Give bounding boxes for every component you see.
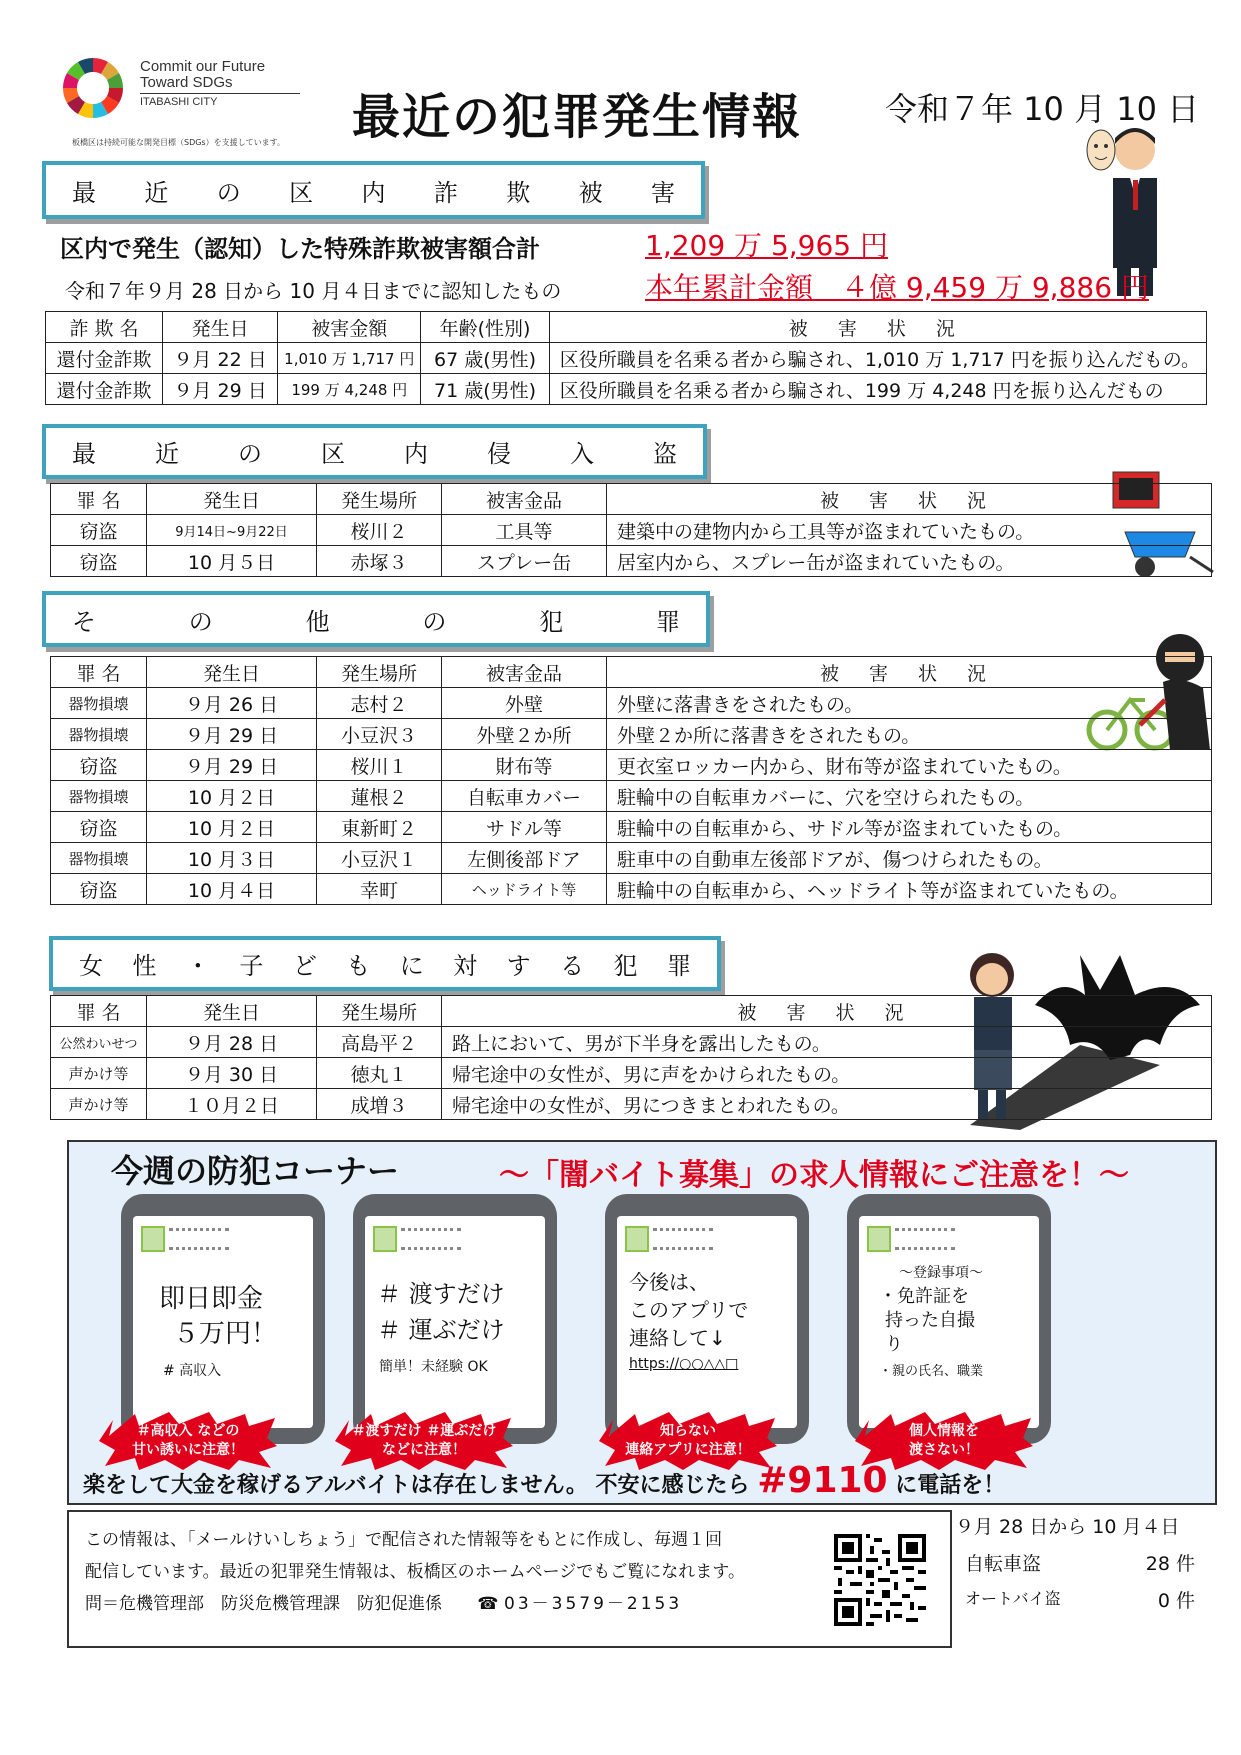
crime-cell: 器物損壊 [51,688,147,719]
date-cell: ９月 29 日 [163,374,278,405]
header-cell: 発生日 [147,484,317,515]
stats-panel [955,1512,1195,1613]
place-cell: 小豆沢１ [317,843,442,874]
header-cell: 被害金額 [278,312,421,343]
contact-phone[interactable]: 03－3579－2153 [504,1594,683,1614]
phone-icon: ☎ [477,1594,499,1614]
table-row [51,843,1212,874]
header-cell: 被 害 状 況 [607,657,1212,688]
heading-char: 女 [79,952,103,980]
avatar-icon [625,1226,649,1252]
heading-char: 罪 [655,607,680,636]
heading-char: 入 [570,440,594,468]
heading-char: ・ [185,952,210,980]
issue-date: 令和７年 10 月 10 日 [885,90,1200,128]
corner-subtitle: ～「闇バイト募集」の求人情報にご注意を！～ [499,1158,1129,1193]
header-cell: 発生日 [147,657,317,688]
phone-text-1: 今後は、 [629,1270,709,1294]
motorcycle-theft-label: オートバイ盗 [965,1589,1061,1608]
crime-cell: 器物損壊 [51,843,147,874]
page-title: 最近の犯罪発生情報 [352,89,803,145]
sdgs-logo [62,55,342,155]
stats-row-bike [955,1549,1195,1576]
heading-char: 侵 [487,440,511,468]
heading-char: 罪 [666,952,691,980]
detail-cell: 駐輪中の自転車から、ヘッドライト等が盗まれていたもの。 [607,874,1212,905]
place-cell: 幸町 [317,874,442,905]
warning-text-4a: 個人情報を [909,1423,979,1439]
corner-footer-end: に電話を！ [895,1473,1006,1498]
phone-text-3: 連絡して↓ [629,1326,726,1350]
phone-text-3: 持った自撮 [885,1310,975,1331]
table-header-row [46,312,1207,343]
date-cell: ９月 22 日 [163,343,278,374]
age-cell: 71 歳(男性) [421,374,549,405]
date-cell: 10 月５日 [147,546,317,577]
item-cell: 左側後部ドア [442,843,607,874]
section-burglary-header [42,424,707,479]
detail-cell: 駐車中の自動車左後部ドアが、傷つけられたもの。 [607,843,1212,874]
heading-char: に [399,952,424,980]
fraud-period: 令和７年９月 28 日から 10 月４日までに認知したもの [65,279,562,303]
crime-cell: 窃盗 [51,874,147,905]
warning-text-3a: 知らない [660,1423,716,1439]
heading-char: 害 [651,178,675,207]
header-cell: 発生場所 [317,996,442,1027]
phone-tag: 簡単！未経験 OK [379,1359,488,1375]
warning-text-2b: などに注意！ [382,1442,466,1458]
table-row [46,374,1207,405]
crime-cell: 窃盗 [51,546,147,577]
date-cell: 10 月４日 [147,874,317,905]
blurred-text-icon [401,1228,461,1250]
place-cell: 赤塚３ [317,546,442,577]
heading-char: 対 [453,952,478,980]
phone-tag: ・親の氏名、職業 [879,1364,984,1379]
place-cell: 成増３ [317,1089,442,1120]
crime-cell: 窃盗 [51,750,147,781]
table-row [51,812,1212,843]
warning-text-2a: ＃渡すだけ ＃運ぶだけ [351,1423,497,1439]
item-cell: ヘッドライト等 [442,874,607,905]
table-row [51,874,1212,905]
item-cell: 外壁 [442,688,607,719]
header-cell: 発生場所 [317,657,442,688]
women-children-table [50,995,1212,1120]
blurred-text-icon [895,1228,955,1250]
phone-screen [365,1216,545,1428]
logo-note: 板橋区は持続可能な開発目標（SDGs）を支援しています。 [72,138,285,147]
detail-cell: 外壁２か所に落書きをされたもの。 [607,719,1212,750]
header-cell: 被 害 状 況 [549,312,1206,343]
heading-char: 欺 [506,178,531,207]
heading-char: す [506,952,531,980]
fraud-amount: 1,209 万 5,965 円 [645,229,889,262]
header-cell: 年齢(性別) [421,312,549,343]
phone-card-1 [121,1194,325,1444]
qr-code-icon[interactable] [834,1534,926,1626]
stats-period: ９月 28 日から 10 月４日 [955,1516,1180,1538]
date-cell: ９月 30 日 [147,1058,317,1089]
table-row [51,1058,1212,1089]
phone-text-2: ５万円！ [173,1319,278,1349]
place-cell: 志村２ [317,688,442,719]
heading-char: の [238,440,262,468]
place-cell: 高島平２ [317,1027,442,1058]
hotline-number[interactable]: #9110 [757,1460,888,1501]
heading-char: 区 [321,440,345,468]
logo-line2: Toward SDGs [140,74,233,91]
heading-char: 子 [239,952,264,980]
heading-char: 犯 [613,952,638,980]
header-cell: 発生日 [163,312,278,343]
date-cell: 10 月３日 [147,843,317,874]
heading-char: 被 [578,178,603,207]
heading-char: 犯 [539,607,564,636]
crime-cell: 器物損壊 [51,781,147,812]
warning-text-3b: 連絡アプリに注意！ [625,1442,751,1458]
phone-tag: # 高収入 [163,1363,222,1379]
phone-card-2 [353,1194,557,1444]
header-cell: 被害金品 [442,484,607,515]
header-cell: 被 害 状 況 [607,484,1212,515]
table-row [51,781,1212,812]
place-cell: 桜川１ [317,750,442,781]
header-cell: 被 害 状 況 [442,996,1212,1027]
phone-text-1: 即日即金 [159,1284,264,1314]
heading-char: 内 [404,440,428,468]
heading-char: の [188,607,213,636]
crime-cell: 声かけ等 [51,1089,147,1120]
heading-char: の [216,178,241,207]
amount-cell: 1,010 万 1,717 円 [278,343,421,374]
detail-cell: 路上において、男が下半身を露出したもの。 [442,1027,1212,1058]
table-row [51,515,1212,546]
logo-line3: ITABASHI CITY [140,93,300,110]
place-cell: 小豆沢３ [317,719,442,750]
burglary-table [50,483,1212,577]
phone-screen [133,1216,313,1428]
item-cell: 財布等 [442,750,607,781]
bike-theft-label: 自転車盗 [965,1553,1042,1575]
detail-cell: 帰宅途中の女性が、男につきまとわれたもの。 [442,1089,1212,1120]
info-box [67,1510,952,1648]
date-cell: ９月 29 日 [147,719,317,750]
blurred-text-icon [653,1228,713,1250]
avatar-icon [141,1226,165,1252]
info-contact [85,1588,934,1620]
phone-screen [859,1216,1039,1428]
section-fraud-header [42,161,705,219]
motorcycle-theft-count: 0 件 [1157,1590,1195,1612]
place-cell: 蓮根２ [317,781,442,812]
date-cell: 9月14日~9月22日 [147,515,317,546]
date-cell: ９月 29 日 [147,750,317,781]
header-cell: 被害金品 [442,657,607,688]
heading-char: そ [72,607,96,636]
item-cell: 外壁２か所 [442,719,607,750]
contact-department: 問＝危機管理部 防災危機管理課 防犯促進係 [85,1594,442,1614]
fraud-headline: 区内で発生（認知）した特殊詐欺被害額合計 [60,235,540,263]
table-row [51,1089,1212,1120]
date-cell: 10 月２日 [147,781,317,812]
detail-cell: 帰宅途中の女性が、男に声をかけられたもの。 [442,1058,1212,1089]
date-cell: 10 月２日 [147,812,317,843]
phone-text-2: ・免許証を [879,1286,969,1307]
heading-char: 区 [289,178,314,207]
phone-card-4 [847,1194,1051,1444]
heading-char: 最 [72,178,96,207]
fraud-ytd: 本年累計金額 ４億 9,459 万 9,886 円 [645,271,1149,304]
info-line1: この情報は、「メールけいしちょう」で配信された情報等をもとに作成し、毎週１回 [85,1530,723,1550]
detail-cell: 駐輪中の自転車から、サドル等が盗まれていたもの。 [607,812,1212,843]
heading-char: る [560,952,585,980]
detail-cell: 居室内から、スプレー缶が盗まれていたもの。 [607,546,1212,577]
warning-text-1b: 甘い誘いに注意！ [132,1442,244,1458]
crime-cell: 窃盗 [51,515,147,546]
logo-line1: Commit our Future [140,58,266,75]
crime-cell: 公然わいせつ [51,1027,147,1058]
phone-text-2: このアプリで [629,1298,749,1322]
table-row [51,719,1212,750]
detail-cell: 区役所職員を名乗る者から騙され、199 万 4,248 円を振り込んだもの [549,374,1206,405]
table-header-row [51,996,1212,1027]
heading-char: も [346,952,371,980]
phone-card-3 [605,1194,809,1444]
date-cell: ９月 26 日 [147,688,317,719]
heading-char: 他 [305,607,330,636]
phone-link[interactable]: https://○○△△□ [629,1356,739,1372]
phone-text-1: ＃ 渡すだけ [377,1280,505,1308]
phone-text-4: り [885,1334,903,1355]
amount-cell: 199 万 4,248 円 [278,374,421,405]
blurred-text-icon [169,1228,229,1250]
detail-cell: 駐輪中の自転車カバーに、穴を空けられたもの。 [607,781,1212,812]
detail-cell: 更衣室ロッカー内から、財布等が盗まれていたもの。 [607,750,1212,781]
crime-cell: 窃盗 [51,812,147,843]
date-cell: ９月 28 日 [147,1027,317,1058]
crime-cell: 器物損壊 [51,719,147,750]
item-cell: スプレー缶 [442,546,607,577]
table-header-row [51,657,1212,688]
info-line2: 配信しています。最近の犯罪発生情報は、板橋区のホームページでもご覧になれます。 [85,1562,745,1582]
section-other-header [42,591,710,647]
avatar-icon [373,1226,397,1252]
table-row [51,546,1212,577]
heading-char: 詐 [433,178,458,207]
heading-char: 最 [72,440,96,468]
age-cell: 67 歳(男性) [421,343,549,374]
table-row [51,688,1212,719]
avatar-icon [867,1226,891,1252]
header-cell: 発生場所 [317,484,442,515]
other-crimes-table [50,656,1212,905]
item-cell: 工具等 [442,515,607,546]
place-cell: 東新町２ [317,812,442,843]
crime-cell: 還付金詐欺 [46,343,163,374]
header-cell: 詐 欺 名 [46,312,163,343]
detail-cell: 外壁に落書きをされたもの。 [607,688,1212,719]
table-header-row [51,484,1212,515]
date-cell: １０月２日 [147,1089,317,1120]
warning-text-4b: 渡さない！ [909,1442,979,1458]
heading-char: 内 [361,178,386,207]
heading-char: 性 [132,952,157,980]
fraud-table [45,311,1207,405]
table-row [51,1027,1212,1058]
heading-char: の [422,607,447,636]
corner-footer-text: 楽をして大金を稼げるアルバイトは存在しません。 不安に感じたら [83,1473,750,1498]
detail-cell: 区役所職員を名乗る者から騙され、1,010 万 1,717 円を振り込んだもの。 [549,343,1206,374]
place-cell: 徳丸１ [317,1058,442,1089]
phone-screen [617,1216,797,1428]
sdgs-wheel-icon [62,57,124,119]
header-cell: 罪 名 [51,996,147,1027]
crime-prevention-corner [67,1140,1217,1505]
warning-text-1a: ＃高収入 などの [136,1423,240,1439]
crime-cell: 声かけ等 [51,1058,147,1089]
item-cell: 自転車カバー [442,781,607,812]
corner-title: 今週の防犯コーナー [111,1152,400,1190]
phone-text-1: ～登録事項～ [899,1265,983,1281]
header-cell: 発生日 [147,996,317,1027]
table-row [46,343,1207,374]
header-cell: 罪 名 [51,484,147,515]
crime-cell: 還付金詐欺 [46,374,163,405]
corner-footer [83,1460,1005,1501]
item-cell: サドル等 [442,812,607,843]
table-row [51,750,1212,781]
section-women-children-header [49,936,721,991]
heading-char: ど [292,952,317,980]
detail-cell: 建築中の建物内から工具等が盗まれていたもの。 [607,515,1212,546]
heading-char: 盗 [653,440,677,468]
place-cell: 桜川２ [317,515,442,546]
heading-char: 近 [144,178,169,207]
bike-theft-count: 28 件 [1145,1553,1195,1575]
stats-row-motorcycle [955,1586,1195,1613]
heading-char: 近 [155,440,179,468]
phone-text-2: ＃ 運ぶだけ [377,1316,505,1344]
header-cell: 罪 名 [51,657,147,688]
